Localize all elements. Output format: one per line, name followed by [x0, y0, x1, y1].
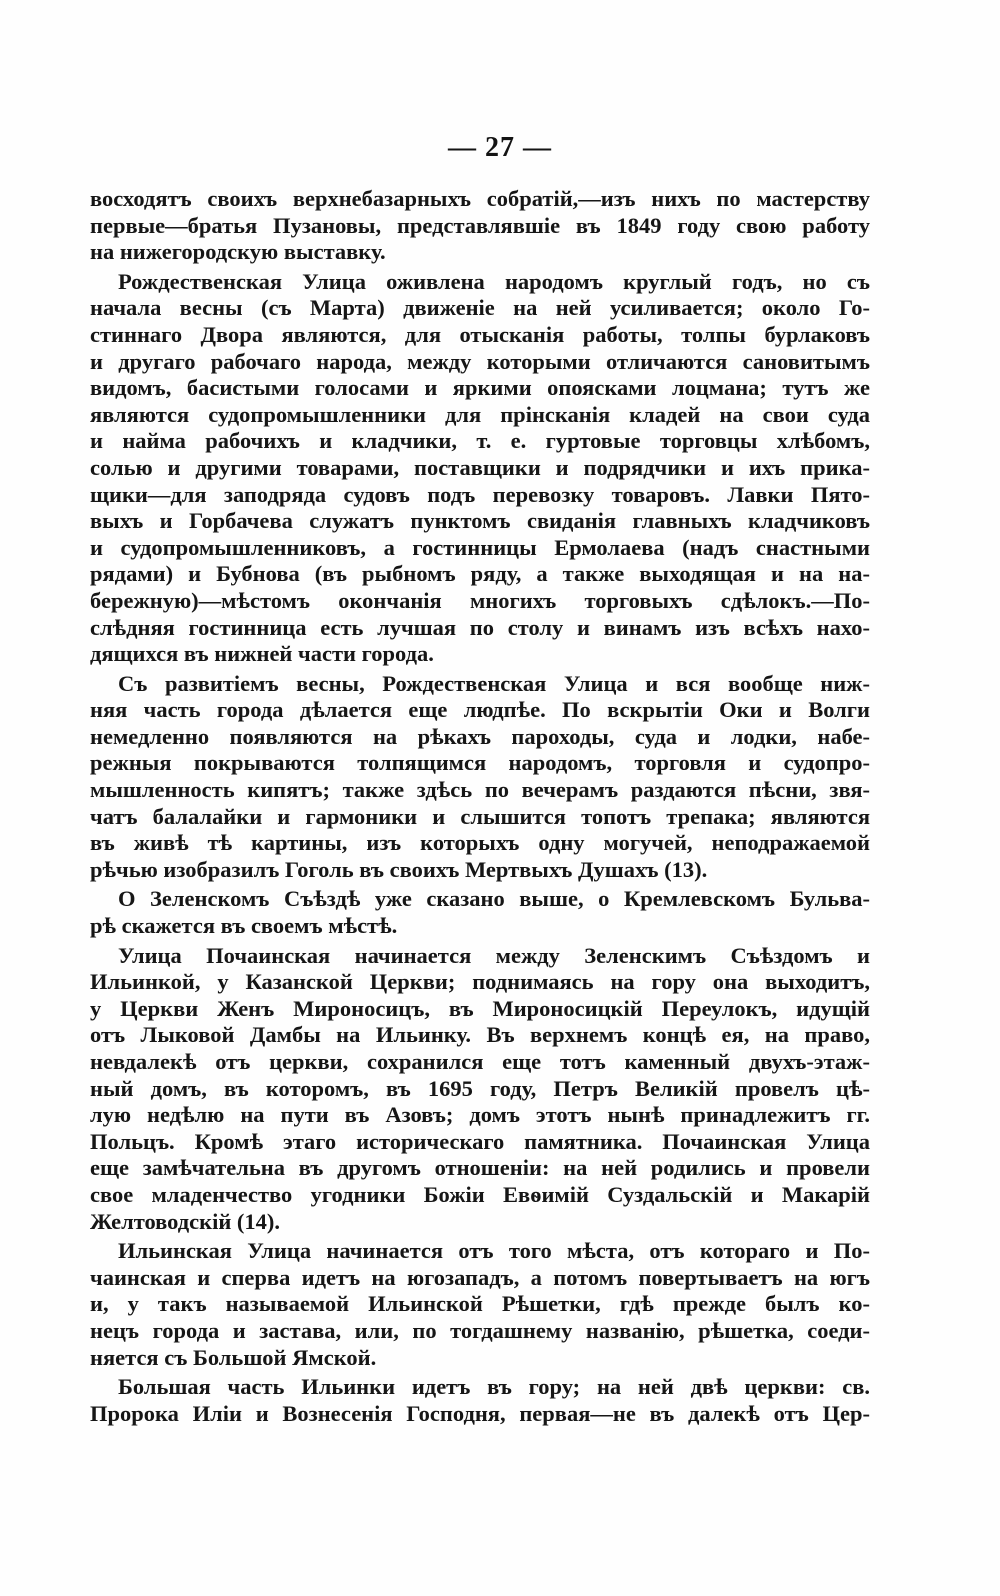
paragraph-6 [90, 1238, 870, 1371]
text-line: слѣдняя гостинница есть лучшая по столу и винамъ изъ всѣхъ нахо- [90, 614, 870, 640]
text-line: рѣчью изобразилъ Гоголь въ своихъ Мертвыхъ Душахъ (13). [90, 856, 708, 882]
text-line: первые—братья Пузановы, представлявшіе въ 1849 году свою работу [90, 212, 870, 238]
text-line: еще замѣчательна въ другомъ отношеніи: на ней родились и провели [90, 1155, 870, 1181]
text-line: режныя покрываются толпящимся народомъ, торговля и судопро- [90, 750, 870, 776]
text-line: дящихся въ нижней части города. [90, 641, 434, 667]
paragraph-2 [90, 269, 870, 668]
text-line: Ильинкой, у Казанской Церкви; поднимаясь на гору она выходитъ, [90, 969, 870, 995]
text-line: Рождественская Улица оживлена народомъ круглый годъ, но съ [118, 268, 870, 294]
text-line: на нижегородскую выставку. [90, 239, 386, 265]
text-line: солью и другими товарами, поставщики и подрядчики и ихъ прика- [90, 454, 870, 480]
text-line: восходятъ своихъ верхнебазарныхъ собратій,—изъ нихъ по мастерству [90, 186, 870, 211]
text-line: видомъ, басистыми голосами и яркими опоясками лоцмана; тутъ же [90, 375, 870, 401]
text-line: въ живѣ тѣ картины, изъ которыхъ одну могучей, неподражаемой [90, 830, 870, 856]
text-line: Польцъ. Кромѣ этаго историческаго памятника. Почаинская Улица [90, 1128, 870, 1154]
text-line: у Церкви Женъ Мироносицъ, въ Мироносицкій Переулокъ, идущій [90, 995, 870, 1021]
page-number: — 27 — [448, 132, 552, 163]
text-line: являются судопромышленники для прінсканія кладей на свои суда [90, 401, 870, 427]
text-line: Желтоводскій (14). [90, 1208, 281, 1234]
text-line: и, у такъ называемой Ильинской Рѣшетки, гдѣ прежде былъ ко- [90, 1291, 870, 1317]
text-line: щики—для заподряда судовъ подъ перевозку товаровъ. Лавки Пято- [90, 481, 870, 507]
text-line: Пророка Иліи и Вознесенія Господня, первая—не въ далекѣ отъ Цер- [90, 1400, 870, 1426]
text-line: рѣ скажется въ своемъ мѣстѣ. [90, 913, 398, 939]
text-line: Съ развитіемъ весны, Рождественская Улица и вся вообще ниж- [118, 670, 870, 696]
paragraph-3 [90, 671, 870, 884]
text-line: чатъ балалайки и гармоники и слышится топотъ трепака; являются [90, 803, 870, 829]
text-line: немедленно появляются на рѣкахъ пароходы, суда и лодки, набе- [90, 723, 870, 749]
text-line: мышленность кипятъ; также здѣсь по вечерамъ раздаются пѣсни, звя- [90, 777, 870, 803]
paragraph-4 [90, 886, 870, 939]
text-line: стиннаго Двора являются, для отысканія работы, толпы бурлаковъ [90, 321, 870, 347]
text-line: бережную)—мѣстомъ окончанія многихъ торговыхъ сдѣлокъ.—По- [90, 587, 870, 613]
text-line: рядами) и Бубнова (въ рыбномъ ряду, а также выходящая и на на- [90, 561, 870, 587]
text-line: и судопромышленниковъ, а гостинницы Ермолаева (надъ снастными [90, 534, 870, 560]
text-line: выхъ и Горбачева служатъ пунктомъ свиданія главныхъ кладчиковъ [90, 508, 870, 534]
text-line: отъ Лыковой Дамбы на Ильинку. Въ верхнемъ концѣ ея, на право, [90, 1022, 870, 1048]
body-text [90, 186, 870, 1427]
text-line: лую недѣлю на пути въ Азовъ; домъ этотъ нынѣ принадлежитъ гг. [90, 1102, 870, 1128]
text-line: свое младенчество угодники Божіи Евѳимій Суздальскій и Макарій [90, 1181, 870, 1207]
text-line: чаинская и сперва идетъ на югозападъ, а потомъ повертываетъ на югъ [90, 1264, 870, 1290]
text-line: и найма рабочихъ и кладчики, т. е. гуртовые торговцы хлѣбомъ, [90, 428, 870, 454]
text-line: Улица Почаинская начинается между Зеленскимъ Съѣздомъ и [118, 942, 870, 968]
text-line: Большая часть Ильинки идетъ въ гору; на ней двѣ церкви: св. [118, 1374, 870, 1400]
paragraph-5 [90, 943, 870, 1236]
text-line: начала весны (съ Марта) движеніе на ней усиливается; около Го- [90, 295, 870, 321]
paragraph-1 [90, 186, 870, 266]
text-line: няя часть города дѣлается еще людпѣе. По вскрытіи Оки и Волги [90, 697, 870, 723]
text-line: нецъ города и застава, или, по тогдашнему названію, рѣшетка, соеди- [90, 1317, 870, 1343]
paragraph-7 [90, 1374, 870, 1427]
text-line: О Зеленскомъ Съѣздѣ уже сказано выше, о Кремлевскомъ Бульва- [118, 886, 870, 912]
text-line: и другаго рабочаго народа, между которыми отличаются сановитымъ [90, 348, 870, 374]
text-line: невдалекѣ отъ церкви, сохранился еще тотъ каменный двухъ-этаж- [90, 1049, 870, 1074]
text-line: ный домъ, въ которомъ, въ 1695 году, Петръ Великій провелъ цѣ- [90, 1075, 870, 1101]
text-line: няется съ Большой Ямской. [90, 1344, 377, 1370]
text-line: Ильинская Улица начинается отъ того мѣста, отъ котораго и По- [118, 1238, 870, 1264]
